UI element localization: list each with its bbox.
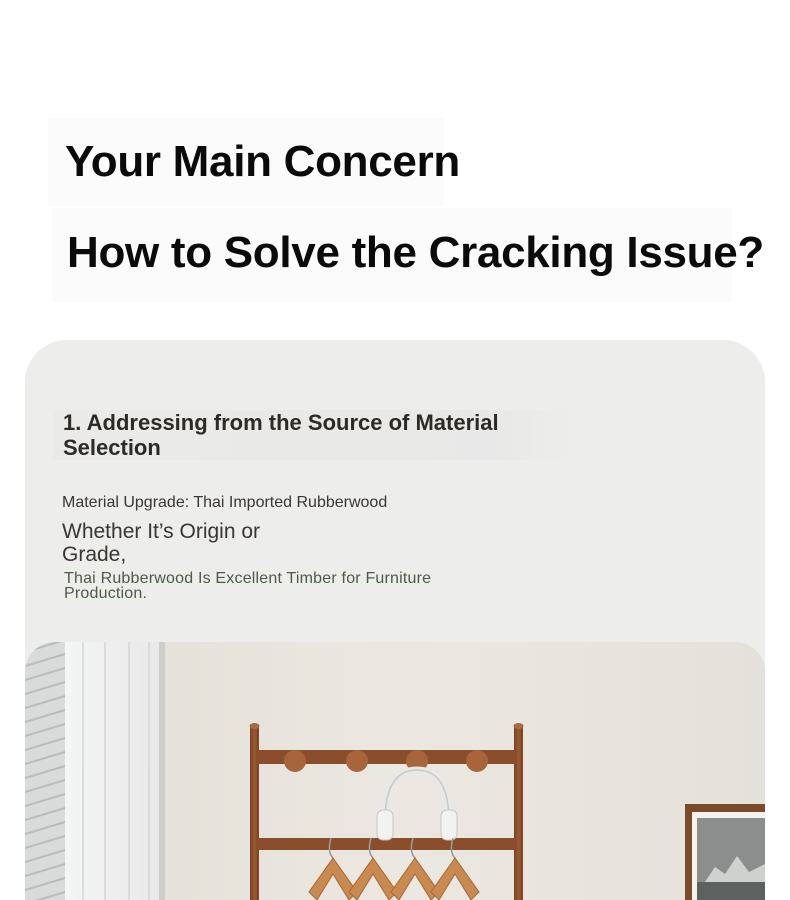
curtain xyxy=(65,642,165,900)
window-blinds xyxy=(25,642,65,900)
main-concern-heading: Your Main Concern xyxy=(48,118,444,206)
product-photo xyxy=(25,642,765,900)
material-source-card xyxy=(25,340,765,900)
coat-rack-illustration xyxy=(25,642,765,900)
origin-grade-text: Whether It’s Origin or Grade, xyxy=(62,520,261,566)
section-title: 1. Addressing from the Source of Material Selection xyxy=(53,410,573,460)
material-upgrade-label: Material Upgrade: Thai Imported Rubberwood xyxy=(62,494,388,511)
cracking-question-heading: How to Solve the Cracking Issue? xyxy=(52,208,732,302)
excellent-timber-text: Thai Rubberwood Is Excellent Timber for Furniture Production. xyxy=(64,570,432,602)
framed-picture xyxy=(685,804,765,900)
